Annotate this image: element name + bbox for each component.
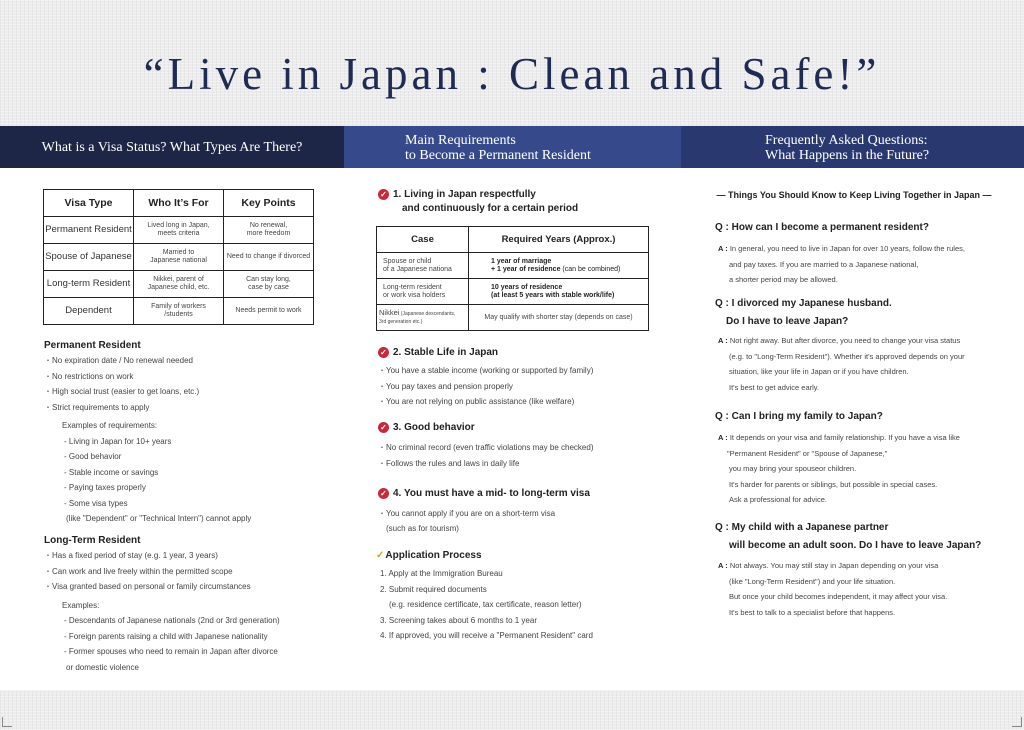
list-item: ・No expiration date / No renewal needed — [44, 356, 193, 365]
long-term-resident-list — [44, 550, 280, 678]
faq-answer-3: A : It depends on your visa and family relationship. If you have a visa like "Permanent Resident" or "Spouse of Japanese," you may bring your spouseor children. It's harder for parents or siblings, but possible in special cases. Ask a professional for advice. — [718, 433, 960, 504]
table-row — [44, 217, 314, 244]
section-header-faq — [681, 126, 1024, 168]
answer-label: A : — [718, 433, 728, 442]
check-icon: ✓ — [378, 189, 389, 200]
permanent-resident-heading: Permanent Resident — [44, 340, 141, 351]
list-item: - Stable income or savings — [64, 467, 159, 477]
list-item: ・Follows the rules and laws in daily life — [378, 458, 520, 468]
visa-type-cell: Dependent — [44, 298, 134, 325]
long-term-resident-heading: Long-Term Resident — [44, 535, 141, 546]
visa-type-cell: Long-term Resident — [44, 271, 134, 298]
list-item: ・Strict requirements to apply — [44, 402, 150, 412]
check-icon: ✓ — [378, 347, 389, 358]
section-header-requirements — [344, 126, 681, 168]
faq-question-1: Q : How can I become a permanent resident? — [715, 222, 929, 233]
table-row — [44, 244, 314, 271]
answer-label: A : — [718, 561, 728, 570]
who-cell: Married to Japanese national — [134, 244, 224, 271]
list-item: - Living in Japan for 10+ years — [64, 436, 172, 446]
checkmark-icon: ✓ — [376, 550, 385, 561]
who-cell: Nikkei, parent of Japanese child, etc. — [134, 271, 224, 298]
case-table — [376, 226, 649, 331]
section-header-requirements-label: Main Requirements to Become a Permanent Resident — [405, 133, 591, 163]
who-cell: Lived long in Japan, meets criteria — [134, 217, 224, 244]
faq-answer-4: A : Not always. You may still stay in Japan depending on your visa (like "Long-Term Resident") and your life situation. But once your child becomes independent, it may affect your visa. It's best to talk to a specialist before that happens. — [718, 561, 948, 617]
case-cell: Nikkei (Japanese descendants, 3rd generation etc.) — [377, 305, 469, 331]
table-header: Key Points — [224, 190, 314, 217]
list-item: - Some visa types — [64, 498, 128, 508]
examples-heading: Examples: — [62, 600, 100, 610]
list-item: ・High social trust (easier to get loans, etc.) — [44, 387, 200, 396]
table-header: Required Years (Approx.) — [469, 227, 649, 253]
list-item: - Descendants of Japanese nationals (2nd or 3rd generation) — [64, 616, 280, 625]
section-header-visa-status — [0, 126, 344, 168]
faq-question-4: Q : My child with a Japanese partner will become an adult soon. Do I have to leave Japan? — [715, 522, 982, 551]
key-points-cell: Need to change if divorced — [224, 244, 314, 271]
requirement-3-heading: ✓ 3. Good behavior — [378, 422, 475, 433]
requirement-2-list — [378, 365, 593, 412]
section-header-faq-label: Frequently Asked Questions: What Happens in the Future? — [765, 133, 930, 163]
section-header-visa-status-label: What is a Visa Status? What Types Are There? — [41, 139, 303, 155]
visa-type-table — [43, 189, 314, 325]
list-item: ・You cannot apply if you are on a short-term visa — [378, 509, 556, 518]
required-years-cell: 1 year of marriage + 1 year of residence (can be combined) — [469, 253, 649, 279]
list-item: - Paying taxes properly — [64, 483, 146, 492]
required-years-cell: 10 years of residence (at least 5 years with stable work/life) — [469, 279, 649, 305]
case-cell: Spouse or child of a Japanese nationa — [377, 253, 469, 279]
table-row — [44, 271, 314, 298]
list-item: - Good behavior — [64, 452, 122, 461]
content-panel — [0, 168, 1024, 690]
list-item: ・No criminal record (even traffic violations may be checked) — [378, 443, 594, 452]
faq-question-2: Q : I divorced my Japanese husband. Do I have to leave Japan? — [715, 298, 892, 327]
requirement-2-heading: ✓ 2. Stable Life in Japan — [378, 347, 498, 358]
list-item: 4. If approved, you will receive a "Permanent Resident" card — [380, 631, 593, 640]
list-item: - Foreign parents raising a child with Japanese nationality — [64, 631, 268, 641]
faq-answer-1: A : In general, you need to live in Japan for over 10 years, follow the rules, and pay taxes. If you are married to a Japanese national, a shorter period may be allowed. — [718, 244, 965, 284]
required-years-cell: May qualify with shorter stay (depends on case) — [469, 305, 649, 331]
faq-heading: — Things You Should Know to Keep Living Together in Japan — — [716, 190, 992, 200]
list-item: ・You have a stable income (working or supported by family) — [378, 366, 594, 375]
who-cell: Family of workers /students — [134, 298, 224, 325]
list-item: 1. Apply at the Immigration Bureau — [380, 569, 503, 578]
list-item: ・No restrictions on work — [44, 371, 134, 381]
list-item: ・Visa granted based on personal or family circumstances — [44, 582, 251, 591]
list-item: (such as for tourism) — [386, 523, 459, 533]
table-row — [377, 279, 649, 305]
table-header: Visa Type — [44, 190, 134, 217]
application-process-list — [380, 569, 593, 647]
answer-label: A : — [718, 244, 728, 253]
key-points-cell: Can stay long, case by case — [224, 271, 314, 298]
list-item: (e.g. residence certificate, tax certificate, reason letter) — [389, 600, 582, 609]
list-item: ・Has a fixed period of stay (e.g. 1 year, 3 years) — [44, 551, 218, 560]
requirement-4-list — [378, 508, 555, 539]
list-item: (like "Dependent" or "Technical Intern") cannot apply — [66, 514, 252, 523]
crop-mark — [1012, 717, 1022, 727]
requirement-3-list — [378, 442, 594, 473]
list-item: ・Can work and live freely within the permitted scope — [44, 566, 233, 576]
faq-answer-2: A : Not right away. But after divorce, you need to change your visa status (e.g. to "Long-Term Resident"). Whether it's approved depends on your situation, like your life in Japan or if you have children. It's best to get advice early. — [718, 336, 965, 392]
list-item: or domestic violence — [66, 662, 139, 672]
list-item: ・You pay taxes and pension properly — [378, 381, 513, 391]
application-process-heading: ✓Application Process — [376, 550, 482, 561]
table-header: Who It’s For — [134, 190, 224, 217]
page-title: “Live in Japan : Clean and Safe!” — [143, 49, 881, 99]
examples-heading: Examples of requirements: — [62, 421, 158, 430]
list-item: ・You are not relying on public assistance (like welfare) — [378, 397, 575, 406]
visa-type-cell: Spouse of Japanese — [44, 244, 134, 271]
case-cell: Long-term resident or work visa holders — [377, 279, 469, 305]
list-item: 2. Submit required documents — [380, 584, 487, 594]
visa-type-cell: Permanent Resident — [44, 217, 134, 244]
requirement-1-subheading: and continuously for a certain period — [402, 203, 579, 214]
check-icon: ✓ — [378, 488, 389, 499]
faq-question-3: Q : Can I bring my family to Japan? — [715, 411, 883, 422]
list-item: - Former spouses who need to remain in Japan after divorce — [64, 647, 278, 656]
table-row — [377, 305, 649, 331]
crop-mark — [2, 717, 12, 727]
table-row — [377, 253, 649, 279]
check-icon: ✓ — [378, 422, 389, 433]
key-points-cell: No renewal, more freedom — [224, 217, 314, 244]
requirement-4-heading: ✓ 4. You must have a mid- to long-term visa — [378, 488, 590, 499]
key-points-cell: Needs permit to work — [224, 298, 314, 325]
answer-label: A : — [718, 336, 728, 345]
table-header: Case — [377, 227, 469, 253]
requirement-1-heading: ✓ 1. Living in Japan respectfully — [378, 189, 536, 200]
permanent-resident-list — [44, 355, 251, 530]
table-row — [44, 298, 314, 325]
list-item: 3. Screening takes about 6 months to 1 year — [380, 615, 537, 625]
